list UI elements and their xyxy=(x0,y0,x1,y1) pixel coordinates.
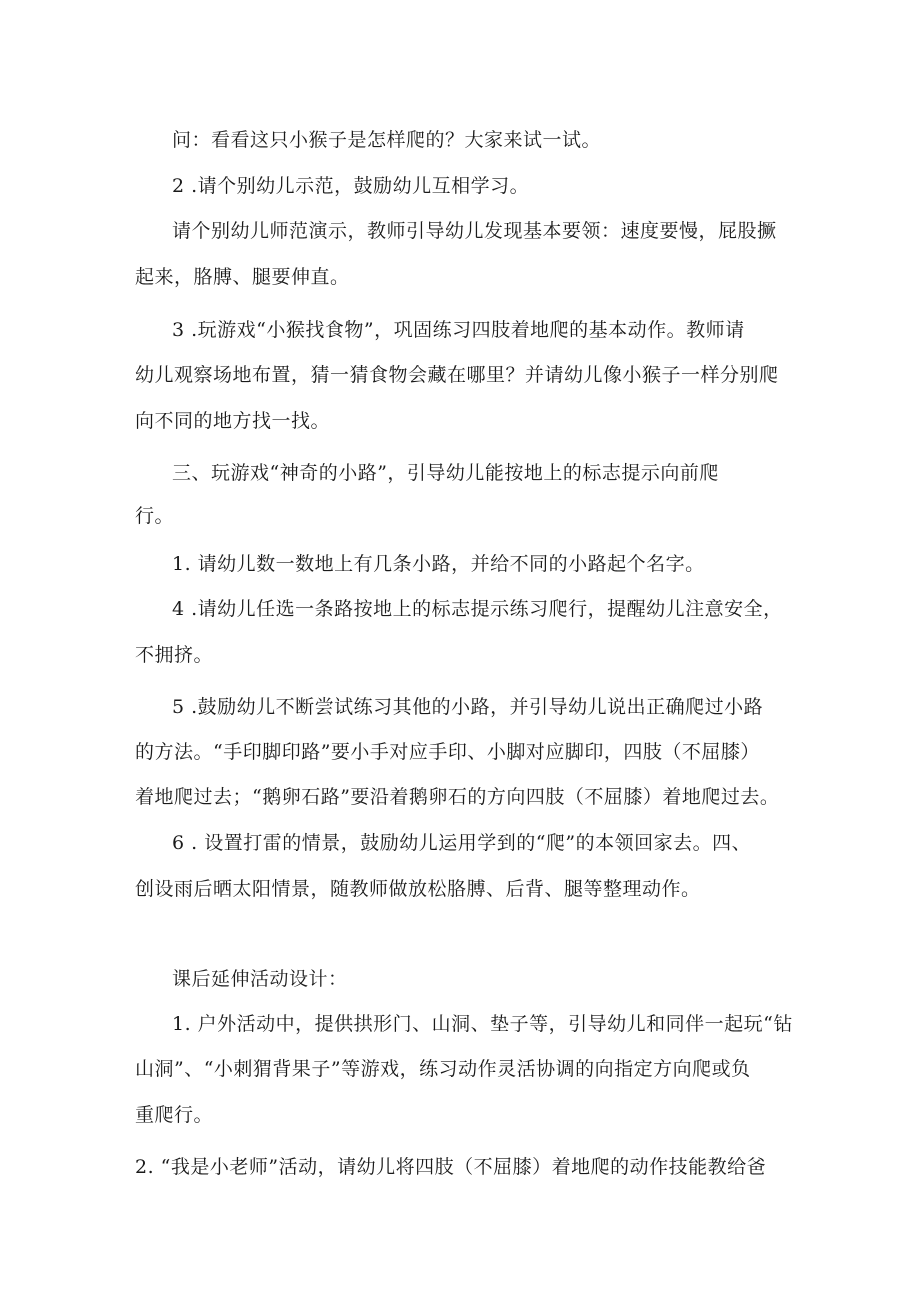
text-line: 创设雨后晒太阳情景，随教师做放松胳膊、后背、腿等整理动作。 xyxy=(135,878,701,900)
text-line: 不拥挤。 xyxy=(135,644,214,666)
text-line: 2 .请个别幼儿示范，鼓励幼儿互相学习。 xyxy=(172,175,530,197)
text-line: 4 .请幼儿任选一条路按地上的标志提示练习爬行，提醒幼儿注意安全， xyxy=(172,598,783,620)
text-line: 向不同的地方找一找。 xyxy=(135,410,331,432)
text-line: 的方法。“手印脚印路”要小手对应手印、小脚对应脚印，四肢（不屈膝） xyxy=(135,741,760,763)
text-line: 请个别幼儿师范演示，教师引导幼儿发现基本要领：速度要慢，屁股撅 xyxy=(172,220,777,242)
text-line: 行。 xyxy=(135,505,175,527)
text-line: 起来，胳膊、腿要伸直。 xyxy=(135,266,350,288)
text-line: 1. 户外活动中，提供拱形门、山洞、垫子等，引导幼儿和同伴一起玩“钻 xyxy=(172,1013,793,1035)
text-line: 3 .玩游戏“小猴找食物”，巩固练习四肢着地爬的基本动作。教师请 xyxy=(172,319,745,341)
text-line: 着地爬过去；“鹅卵石路”要沿着鹅卵石的方向四肢（不屈膝）着地爬过去。 xyxy=(135,786,780,808)
text-line: 山洞”、“小刺猬背果子”等游戏，练习动作灵活协调的向指定方向爬或负 xyxy=(135,1058,751,1080)
text-line: 5 .鼓励幼儿不断尝试练习其他的小路，并引导幼儿说出正确爬过小路 xyxy=(172,696,764,718)
text-line: 6 . 设置打雷的情景，鼓励幼儿运用学到的“爬”的本领回家去。四、 xyxy=(172,832,752,854)
text-line: 三、玩游戏“神奇的小路”，引导幼儿能按地上的标志提示向前爬 xyxy=(172,462,719,484)
text-line: 重爬行。 xyxy=(135,1104,214,1126)
text-line: 1. 请幼儿数一数地上有几条小路，并给不同的小路起个名字。 xyxy=(172,553,705,575)
text-line: 课后延伸活动设计： xyxy=(172,968,348,990)
text-line: 问：看看这只小猴子是怎样爬的？大家来试一试。 xyxy=(172,129,602,151)
text-line: 幼儿观察场地布置，猜一猜食物会藏在哪里？并请幼儿像小猴子一样分别爬 xyxy=(135,364,779,386)
text-line: 2. “我是小老师”活动，请幼儿将四肢（不屈膝）着地爬的动作技能教给爸 xyxy=(135,1156,767,1178)
